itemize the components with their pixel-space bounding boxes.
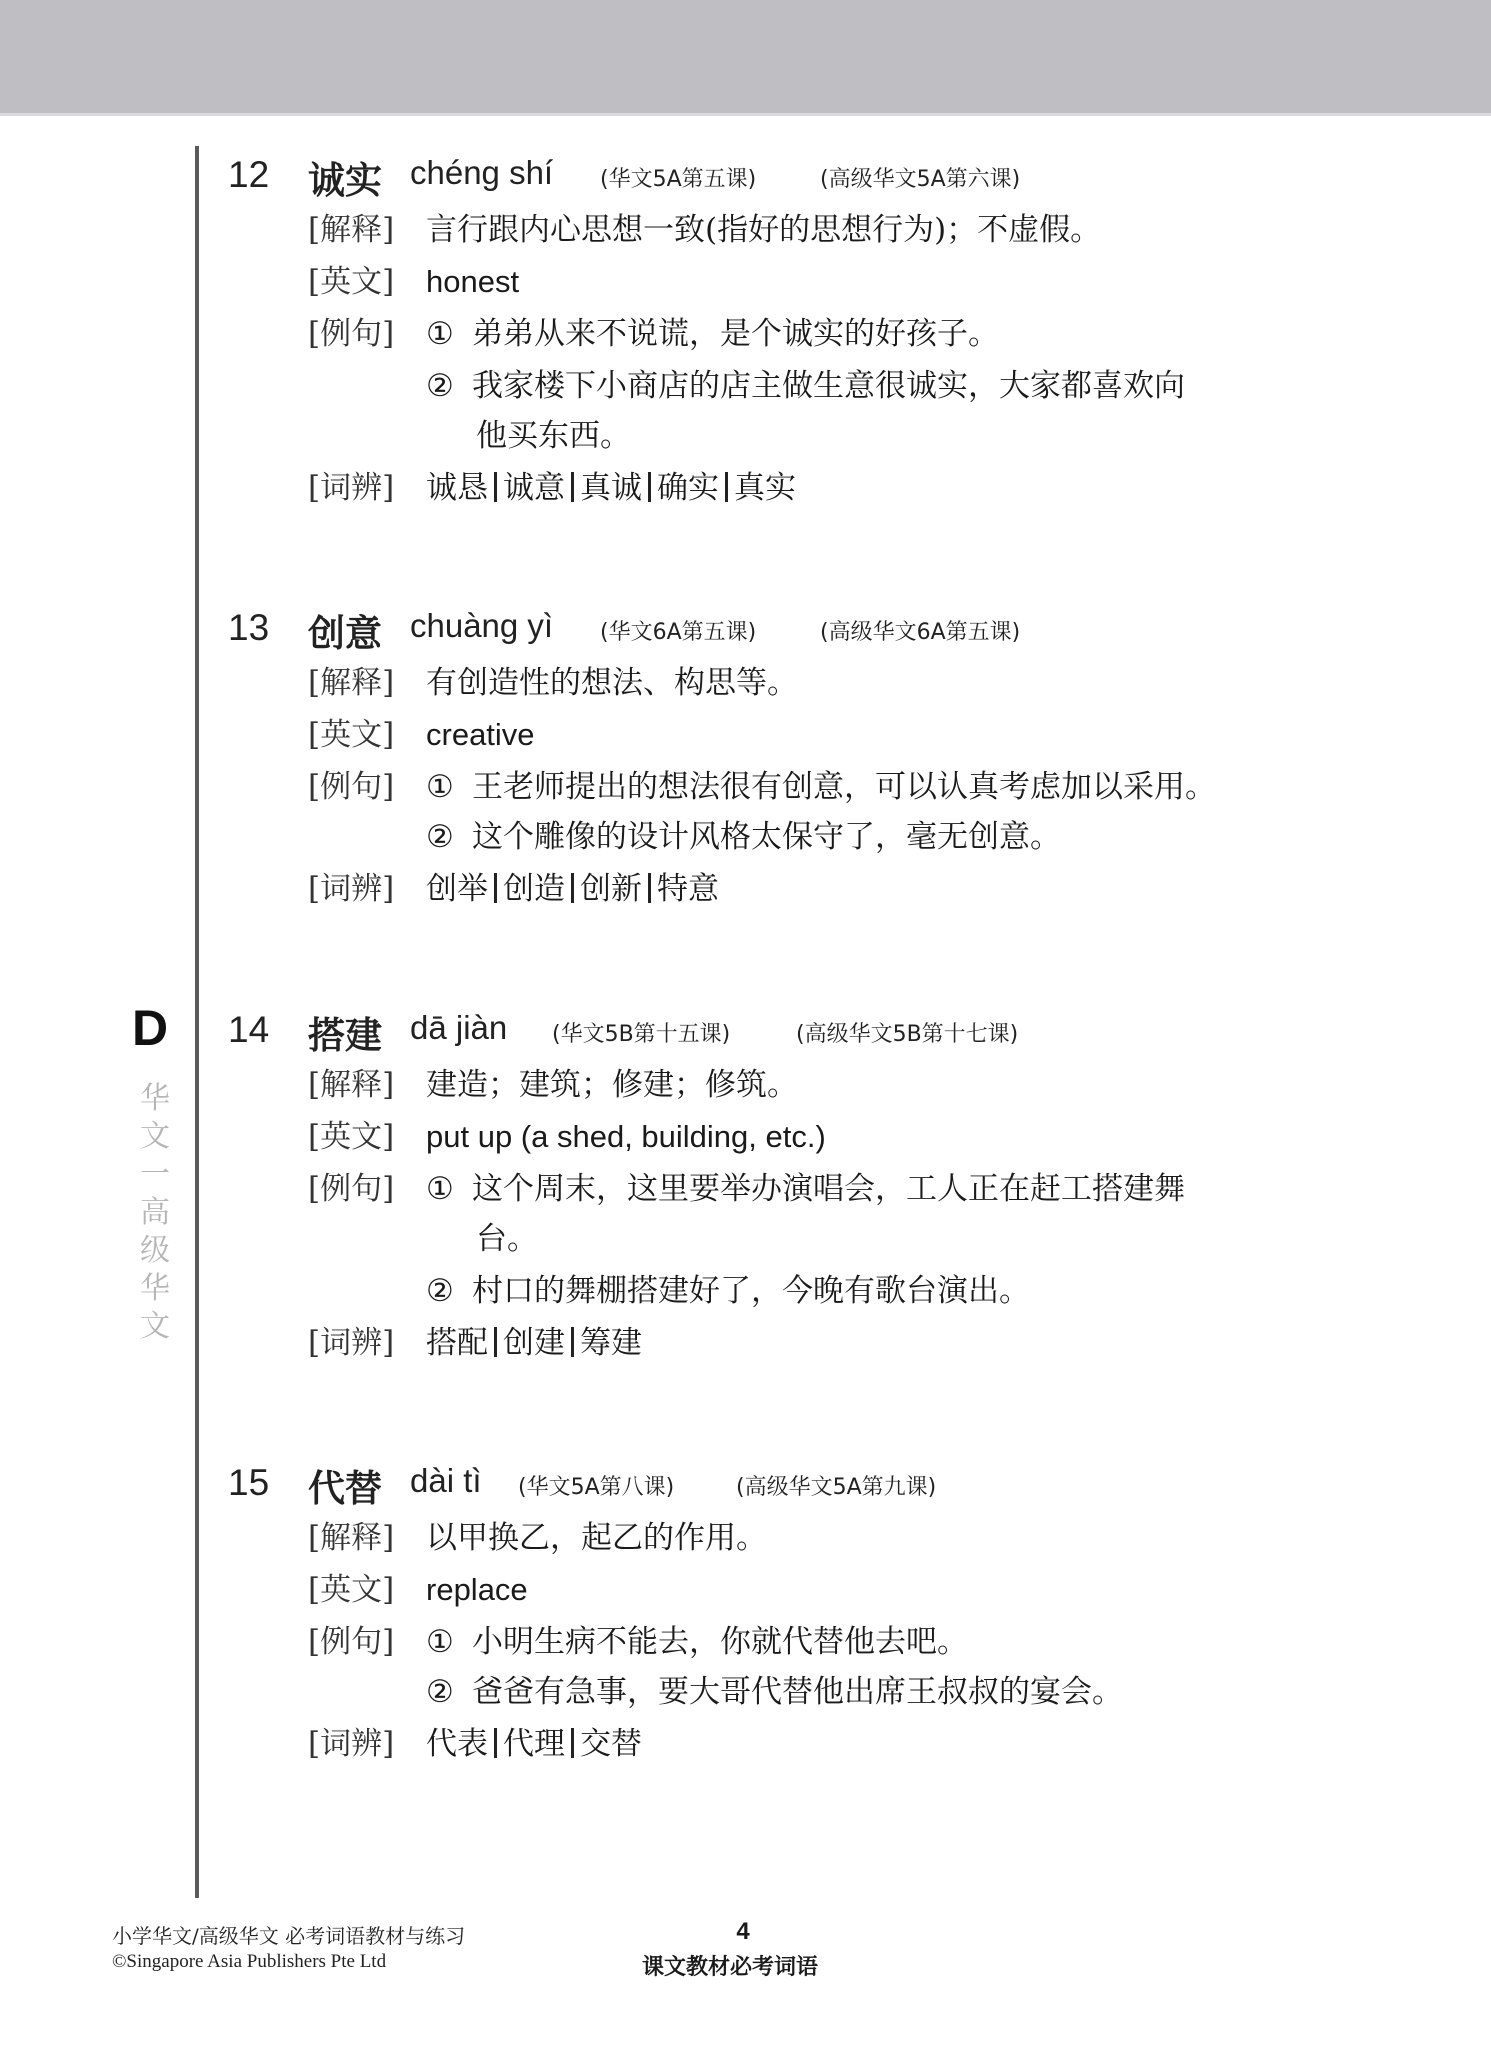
english-row [308, 1566, 528, 1614]
related-word: 创建 [503, 1325, 565, 1361]
example-marker-1: ① [426, 1171, 454, 1207]
english-label: [英文] [308, 1119, 395, 1155]
side-label [138, 1080, 172, 1346]
book-title: 小学华文/高级华文 必考词语教材与练习 [112, 1924, 466, 1948]
separator [571, 873, 574, 903]
side-label-char: 高 [140, 1195, 170, 1230]
lesson-ref-1: (华文6A第五课) [600, 620, 757, 645]
entry-word: 代替 [308, 1467, 382, 1510]
entry-number: 15 [228, 1462, 270, 1503]
example-text: 村口的舞棚搭建好了，今晚有歌台演出。 [472, 1273, 1030, 1309]
lesson-ref-1: (华文5A第八课) [518, 1475, 675, 1500]
top-band-edge [0, 113, 1491, 116]
example-continuation: 他买东西。 [476, 418, 631, 454]
definition-text: 言行跟内心思想一致(指好的思想行为)；不虚假。 [426, 212, 1102, 248]
related-row [308, 1720, 642, 1768]
side-label-char: 级 [140, 1233, 170, 1268]
separator [648, 472, 651, 502]
definition-row [308, 659, 798, 707]
related-word: 诚恳 [426, 470, 488, 506]
definition-row [308, 1514, 767, 1562]
example-text: 弟弟从来不说谎，是个诚实的好孩子。 [472, 316, 999, 352]
definition-label: [解释] [308, 665, 395, 701]
examples-label: [例句] [308, 769, 395, 805]
example-text: 小明生病不能去，你就代替他去吧。 [472, 1624, 968, 1660]
lesson-ref-2: (高级华文5A第六课) [820, 167, 1021, 192]
related-label: [词辨] [308, 470, 395, 506]
example-text: 王老师提出的想法很有创意，可以认真考虑加以采用。 [472, 769, 1216, 805]
definition-label: [解释] [308, 212, 395, 248]
example-row-2 [426, 813, 1061, 861]
lesson-ref-2: (高级华文5B第十七课) [796, 1022, 1019, 1047]
definition-label: [解释] [308, 1067, 395, 1103]
english-label: [英文] [308, 264, 395, 300]
related-row [308, 464, 796, 512]
related-label: [词辨] [308, 1726, 395, 1762]
example-row-2 [426, 362, 1185, 410]
entry-number: 14 [228, 1009, 270, 1050]
definition-text: 有创造性的想法、构思等。 [426, 665, 798, 701]
example-row-1 [308, 1618, 968, 1666]
side-label-char: 文 [140, 1309, 170, 1344]
related-word: 交替 [580, 1726, 642, 1762]
example-row-2 [426, 1267, 1030, 1315]
example-marker-2: ② [426, 368, 454, 404]
related-word: 特意 [657, 871, 719, 907]
lesson-ref-1: (华文5A第五课) [600, 167, 757, 192]
entry-pinyin: dā jiàn [410, 1009, 508, 1046]
separator [571, 1327, 574, 1357]
english-label: [英文] [308, 1572, 395, 1608]
top-band [0, 0, 1491, 113]
separator [725, 472, 728, 502]
related-word: 诚意 [503, 470, 565, 506]
example-text: 我家楼下小商店的店主做生意很诚实，大家都喜欢向 [472, 368, 1185, 404]
english-text: creative [426, 717, 535, 752]
examples-label: [例句] [308, 316, 395, 352]
definition-row [308, 206, 1101, 254]
example-text: 这个雕像的设计风格太保守了，毫无创意。 [472, 819, 1061, 855]
definition-text: 以甲换乙，起乙的作用。 [426, 1520, 767, 1556]
related-word: 创造 [503, 871, 565, 907]
examples-label: [例句] [308, 1171, 395, 1207]
related-word: 确实 [657, 470, 719, 506]
related-word: 真实 [734, 470, 796, 506]
entry-pinyin: dài tì [410, 1462, 482, 1499]
related-word: 筹建 [580, 1325, 642, 1361]
example-marker-2: ② [426, 1674, 454, 1710]
lesson-ref-2: (高级华文6A第五课) [820, 620, 1021, 645]
definition-text: 建造；建筑；修建；修筑。 [426, 1067, 798, 1103]
example-text: 爸爸有急事，要大哥代替他出席王叔叔的宴会。 [472, 1674, 1123, 1710]
english-row [308, 711, 535, 759]
separator [494, 873, 497, 903]
section-letter: D [132, 1000, 169, 1056]
example-marker-2: ② [426, 1273, 454, 1309]
example-marker-1: ① [426, 316, 454, 352]
side-label-char: 一 [140, 1157, 170, 1192]
english-text: replace [426, 1572, 528, 1607]
related-word: 搭配 [426, 1325, 488, 1361]
related-word: 代表 [426, 1726, 488, 1762]
example-row-1 [308, 763, 1216, 811]
separator [571, 472, 574, 502]
example-text: 这个周末，这里要举办演唱会，工人正在赶工搭建舞 [472, 1171, 1185, 1207]
entry-word: 搭建 [308, 1014, 382, 1057]
separator [648, 873, 651, 903]
related-word: 代理 [503, 1726, 565, 1762]
examples-label: [例句] [308, 1624, 395, 1660]
example-marker-1: ① [426, 769, 454, 805]
definition-row [308, 1061, 798, 1109]
english-label: [英文] [308, 717, 395, 753]
example-row-2 [426, 1668, 1123, 1716]
side-label-char: 华 [140, 1271, 170, 1306]
example-row-1 [308, 1165, 1185, 1213]
related-word: 创举 [426, 871, 488, 907]
entry-pinyin: chuàng yì [410, 607, 554, 644]
separator [571, 1728, 574, 1758]
lesson-ref-1: (华文5B第十五课) [552, 1022, 731, 1047]
section-title: 课文教材必考词语 [642, 1955, 819, 1980]
related-label: [词辨] [308, 871, 395, 907]
entry-word: 创意 [308, 612, 382, 655]
page-number: 4 [736, 1918, 750, 1945]
entry-word: 诚实 [308, 159, 382, 202]
related-row [308, 865, 719, 913]
entry-number: 12 [228, 154, 270, 195]
example-row-1 [308, 310, 999, 358]
separator [494, 1327, 497, 1357]
english-text: put up (a shed, building, etc.) [426, 1119, 826, 1154]
copyright: ©Singapore Asia Publishers Pte Ltd [112, 1951, 387, 1972]
related-row [308, 1319, 642, 1367]
related-word: 创新 [580, 871, 642, 907]
side-label-char: 华 [140, 1081, 170, 1116]
english-row [308, 258, 519, 306]
entry-pinyin: chéng shí [410, 154, 554, 191]
entry-number: 13 [228, 607, 270, 648]
separator [494, 472, 497, 502]
margin-rule [195, 146, 199, 1898]
related-word: 真诚 [580, 470, 642, 506]
example-continuation: 台。 [476, 1221, 538, 1257]
separator [494, 1728, 497, 1758]
side-label-char: 文 [140, 1119, 170, 1154]
definition-label: [解释] [308, 1520, 395, 1556]
example-marker-2: ② [426, 819, 454, 855]
related-label: [词辨] [308, 1325, 395, 1361]
english-text: honest [426, 264, 520, 299]
lesson-ref-2: (高级华文5A第九课) [736, 1475, 937, 1500]
english-row [308, 1113, 826, 1161]
footer-left [112, 1923, 465, 1975]
example-marker-1: ① [426, 1624, 454, 1660]
